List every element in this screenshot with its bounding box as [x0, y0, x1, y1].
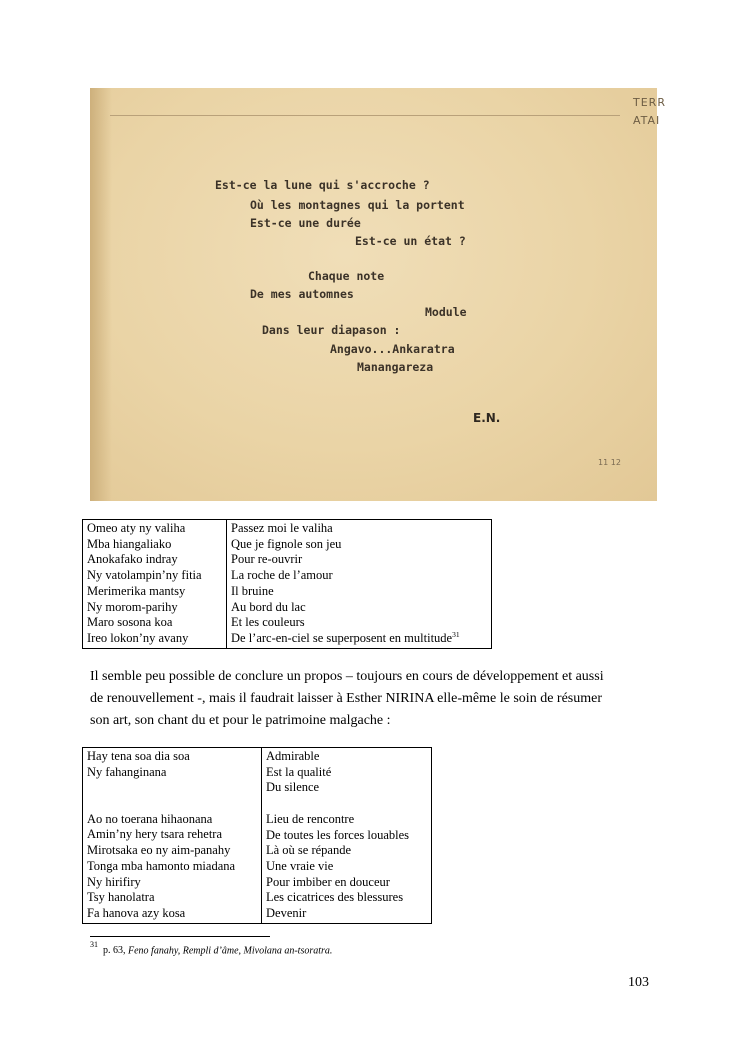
blank-line: [266, 796, 427, 812]
footnote-reference[interactable]: 31: [452, 629, 460, 639]
malagasy-line: Amin’ny hery tsara rehetra: [87, 827, 223, 842]
french-line: Pour re-ouvrir: [231, 552, 303, 567]
photo-header-rule: [110, 115, 620, 116]
malagasy-line: Tsy hanolatra: [87, 890, 155, 905]
malagasy-column: [83, 748, 262, 924]
blank-line: [87, 796, 257, 812]
blank-line: [87, 780, 257, 796]
photo-line: Où les montagnes qui la portent: [250, 198, 465, 212]
french-line: La roche de l’amour: [231, 568, 333, 583]
footnote-prefix: p. 63,: [103, 945, 126, 957]
french-line: Et les couleurs: [231, 615, 305, 630]
malagasy-line: Maro sosona koa: [87, 615, 173, 630]
photo-line: Est-ce une durée: [250, 216, 361, 230]
french-line: Les cicatrices des blessures: [266, 890, 404, 905]
malagasy-line: Merimerika mantsy: [87, 583, 186, 598]
french-line: Là où se répande: [266, 843, 352, 858]
malagasy-line: Tonga mba hamonto miadana: [87, 858, 236, 873]
malagasy-line: Omeo aty ny valiha: [87, 521, 186, 535]
body-paragraph: [90, 666, 658, 732]
poem-table-1: [82, 519, 492, 649]
photo-line: Est-ce un état ?: [355, 234, 466, 248]
french-line: Il bruine: [231, 583, 274, 598]
photo-line: Manangareza: [357, 360, 434, 374]
french-line: Au bord du lac: [231, 599, 306, 614]
photo-line: Angavo...Ankaratra: [330, 342, 455, 356]
malagasy-line: Ny hirifiry: [87, 874, 141, 889]
malagasy-line: Fa hanova azy kosa: [87, 906, 186, 920]
footnote: [90, 942, 332, 956]
photo-signature: E.N.: [473, 411, 501, 425]
french-line: Que je fignole son jeu: [231, 536, 342, 551]
malagasy-line: Ny fahanginana: [87, 764, 167, 779]
paragraph-line: son art, son chant du et pour le patrimoine malgache :: [90, 713, 391, 728]
paragraph-line: de renouvellement -, mais il faudrait laisser à Esther NIRINA elle-même le soin de résumer: [90, 691, 602, 706]
poem-photo: [90, 88, 666, 501]
photo-page-numbers: 11 12: [598, 458, 621, 467]
footnote-title: Feno fanahy, Rempli d’âme, Mivolana an-tsoratra.: [128, 945, 333, 957]
french-column: [262, 748, 432, 924]
poem-table-2: [82, 747, 432, 924]
photo-corner-text: TERR ATAI: [633, 96, 666, 127]
malagasy-line: Hay tena soa dia soa: [87, 749, 190, 763]
french-line: Du silence: [266, 780, 320, 795]
photo-line: Chaque note: [308, 269, 385, 283]
photo-line: Dans leur diapason :: [262, 323, 401, 337]
paragraph-line: Il semble peu possible de conclure un propos – toujours en cours de développement et aussi: [90, 669, 604, 684]
french-line: De l’arc-en-ciel se superposent en multitude: [231, 630, 453, 645]
malagasy-line: Ao no toerana hihaonana: [87, 811, 213, 826]
malagasy-line: Ireo lokon’ny avany: [87, 630, 189, 645]
french-line: Une vraie vie: [266, 858, 334, 873]
malagasy-line: Ny morom-parihy: [87, 599, 178, 614]
malagasy-column: [83, 520, 227, 649]
malagasy-line: Mirotsaka eo ny aim-panahy: [87, 843, 231, 858]
malagasy-line: Anokafako indray: [87, 552, 178, 567]
page-number: 103: [628, 975, 649, 990]
french-line: Pour imbiber en douceur: [266, 874, 390, 889]
footnote-number: 31: [90, 940, 98, 949]
malagasy-line: Ny vatolampin’ny fitia: [87, 568, 202, 583]
malagasy-line: Mba hiangaliako: [87, 536, 172, 551]
french-line: Lieu de rencontre: [266, 811, 355, 826]
french-line: De toutes les forces louables: [266, 827, 410, 842]
french-line: Admirable: [266, 749, 320, 763]
footnote-separator: [90, 936, 270, 937]
photo-line: Module: [425, 305, 467, 319]
photo-line: De mes automnes: [250, 287, 354, 301]
french-line: Devenir: [266, 906, 307, 921]
french-column: [227, 520, 492, 649]
french-line: Est la qualité: [266, 764, 332, 779]
photo-shadow-edge: [90, 88, 112, 501]
french-line: Passez moi le valiha: [231, 521, 333, 535]
photo-line: Est-ce la lune qui s'accroche ?: [215, 178, 430, 192]
